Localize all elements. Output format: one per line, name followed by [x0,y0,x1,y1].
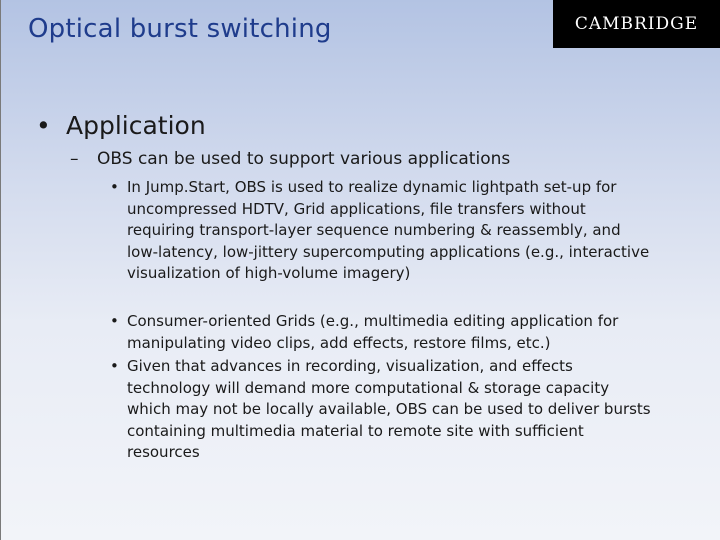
bullet-icon: • [110,178,119,196]
bullet-application [36,111,206,140]
slide-border [0,0,1,540]
bullet-icon: • [110,357,119,375]
subsub-text: In Jump.Start, OBS is used to realize dynamic lightpath set-up for uncompressed HDTV, Grid applications, file transfers without requiring transport-layer sequence numbering & reassembly, and low-latency, low-jittery supercomputing applications (e.g., interactive visualization of high-volume imagery) [127,178,650,282]
dash-icon: – [70,149,79,169]
bullet-icon: • [110,312,119,330]
subsub-bullet-3 [110,356,655,464]
bullet-icon: • [36,111,51,140]
subbullet-text: OBS can be used to support various applications [97,149,511,169]
subsub-text: Given that advances in recording, visualization, and effects technology will demand more computational & storage capacity which may not be locally available, OBS can be used to deliver bursts containing multimedia material to remote site with sufficient resources [127,357,651,461]
subsub-bullet-2 [110,311,655,354]
subbullet-obs [70,149,510,169]
bullet-text: Application [66,111,206,140]
subsub-text: Consumer-oriented Grids (e.g., multimedia editing application for manipulating video clips, add effects, restore films, etc.) [127,312,619,352]
cambridge-logo [553,0,720,48]
subsub-bullet-1 [110,177,655,285]
logo-text: CAMBRIDGE [574,14,699,34]
slide-title: Optical burst switching [28,14,332,44]
